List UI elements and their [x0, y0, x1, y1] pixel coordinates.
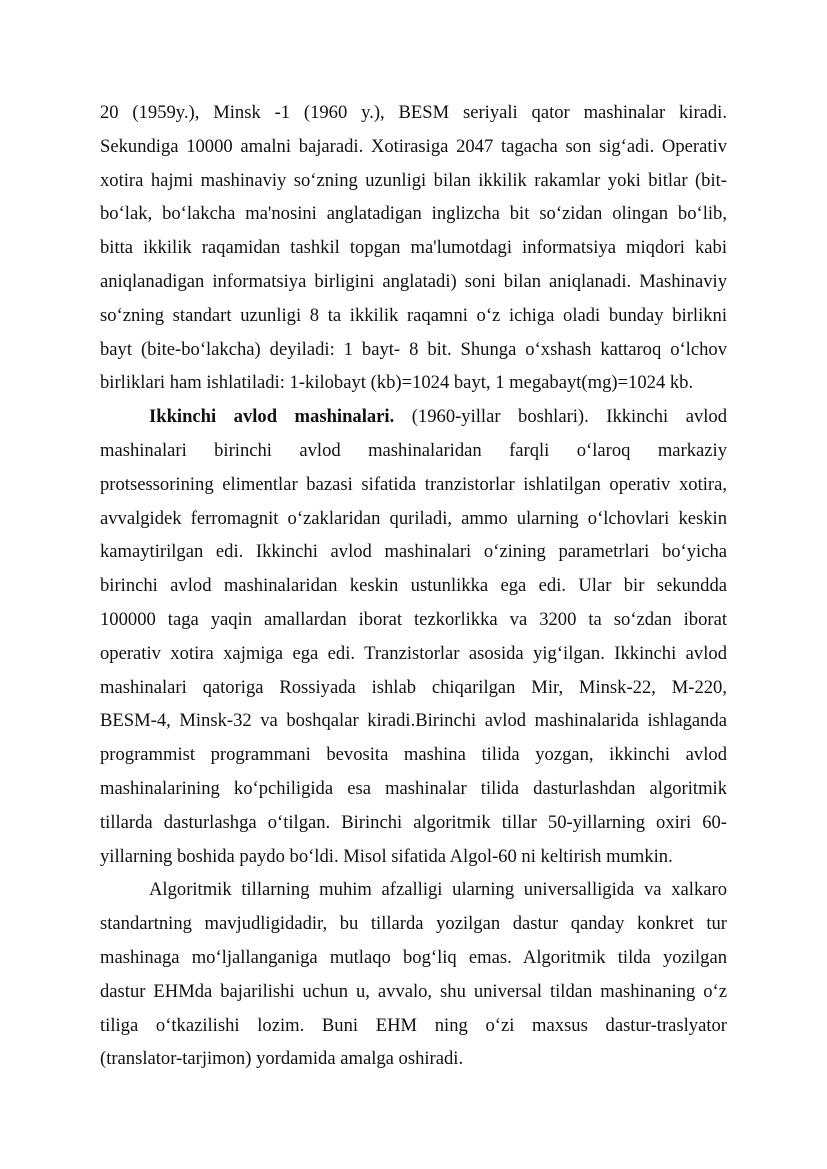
text-line: protsessorining elimentlar bazasi sifatida tranzistorlar ishlatilgan operativ xotira, [100, 473, 727, 495]
text-line: avvalgidek ferromagnit o‘zaklaridan quriladi, ammo ularning o‘lchovlari keskin [100, 507, 727, 529]
text-line: 100000 taga yaqin amallardan iborat tezkorlikka va 3200 ta so‘zdan iborat [100, 608, 727, 630]
document-page [100, 96, 727, 1076]
text-line: Sekundiga 10000 amalni bajaradi. Xotirasiga 2047 tagacha son sig‘adi. Operativ [100, 135, 727, 157]
text-line: mashinalari qatoriga Rossiyada ishlab chiqarilgan Mir, Minsk-22, M-220, [100, 676, 727, 698]
paragraph-second-generation [100, 400, 727, 873]
text-line: standartning mavjudligidadir, bu tillarda yozilgan dastur qanday konkret tur [100, 913, 727, 935]
paragraph-algorithmic-languages [100, 873, 727, 1076]
text-line: tiliga o‘tkazilishi lozim. Buni EHM ning o‘zi maxsus dastur-traslyator [100, 1014, 727, 1036]
text-line: operativ xotira xajmiga ega edi. Tranzistorlar asosida yig‘ilgan. Ikkinchi avlod [100, 642, 727, 664]
paragraph-first-line [100, 400, 727, 434]
text-line: mashinalarining ko‘pchiligida esa mashinalar tilida dasturlashdan algoritmik [100, 777, 727, 799]
paragraph-first-generation-memory [100, 96, 727, 400]
text-line: mashinalari birinchi avlod mashinalaridan farqli o‘laroq markaziy [100, 439, 727, 461]
text-line: so‘zning standart uzunligi 8 ta ikkilik raqamni o‘z ichiga oladi bunday birlikni [100, 304, 727, 326]
text-line: birinchi avlod mashinalaridan keskin ustunlikka ega edi. Ular bir sekundda [100, 575, 727, 597]
text-line: bitta ikkilik raqamidan tashkil topgan ma'lumotdagi informatsiya miqdori kabi [100, 237, 727, 259]
text-line: kamaytirilgan edi. Ikkinchi avlod mashinalari o‘zining parametrlari bo‘yicha [100, 541, 727, 563]
text-line: bayt (bite-bo‘lakcha) deyiladi: 1 bayt- 8 bit. Shunga o‘xshash kattaroq o‘lchov [100, 338, 727, 360]
text-line: mashinaga mo‘ljallanganiga mutlaqo bog‘liq emas. Algoritmik tilda yozilgan [100, 946, 727, 968]
paragraph-first-line: Algoritmik tillarning muhim afzalligi ularning universalligida va xalkaro [149, 879, 727, 901]
text-line: 20 (1959y.), Minsk -1 (1960 y.), BESM seriyali qator mashinalar kiradi. [100, 102, 727, 123]
text-line: programmist programmani bevosita mashina tilida yozgan, ikkinchi avlod [100, 744, 727, 766]
text-line: bo‘lak, bo‘lakcha ma'nosini anglatadigan inglizcha bit so‘zidan olingan bo‘lib, [100, 203, 727, 225]
text-line: (translator-tarjimon) yordamida amalga oshiradi. [100, 1048, 464, 1070]
text-line: xotira hajmi mashinaviy so‘zning uzunligi bilan ikkilik rakamlar yoki bitlar (bit- [100, 169, 727, 191]
text-line: yillarning boshida paydo bo‘ldi. Misol sifatida Algol-60 ni keltirish mumkin. [100, 845, 673, 867]
section-heading: Ikkinchi avlod mashinalari. [149, 406, 395, 428]
text-line: dastur EHMda bajarilishi uchun u, avvalo, shu universal tildan mashinaning o‘z [100, 980, 727, 1002]
heading-continuation: (1960-yillar boshlari). Ikkinchi avlod [394, 406, 727, 428]
text-line: aniqlanadigan informatsiya birligini anglatadi) soni bilan aniqlanadi. Mashinaviy [100, 270, 727, 292]
text-line: birliklari ham ishlatiladi: 1-kilobayt (kb)=1024 bayt, 1 megabayt(mg)=1024 kb. [100, 372, 694, 394]
text-line: tillarda dasturlashga o‘tilgan. Birinchi algoritmik tillar 50-yillarning oxiri 60- [100, 811, 727, 833]
text-line: BESM-4, Minsk-32 va boshqalar kiradi.Birinchi avlod mashinalarida ishlaganda [100, 710, 727, 732]
